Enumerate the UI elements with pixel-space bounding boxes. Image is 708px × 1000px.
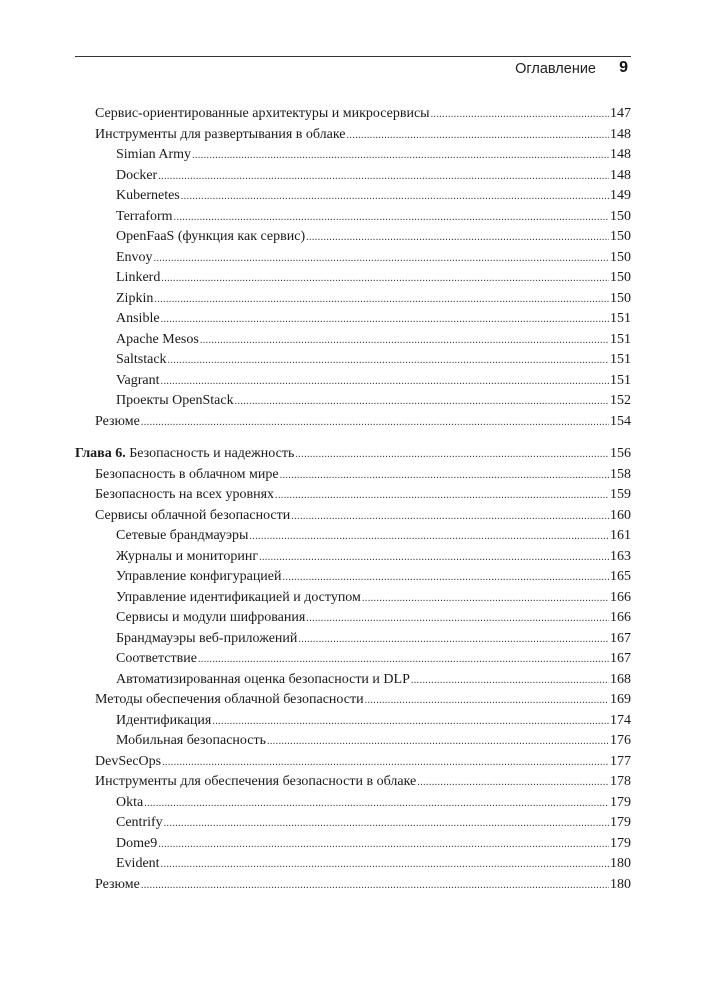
- toc-leader-dots: [161, 310, 609, 331]
- toc-entry[interactable]: [75, 485, 631, 506]
- toc-chapter-label: Глава 6.: [75, 446, 126, 461]
- toc-leader-dots: [161, 855, 609, 876]
- toc-leader-dots: [365, 691, 609, 712]
- toc-entry[interactable]: [75, 588, 631, 609]
- toc-entry[interactable]: [75, 526, 631, 547]
- toc-entry-page: 165: [610, 569, 631, 584]
- toc-leader-dots: [347, 126, 609, 147]
- toc-entry-title: Журналы и мониторинг: [116, 548, 259, 564]
- toc-entry-page: 150: [610, 249, 631, 265]
- toc-entry-page: 179: [610, 794, 631, 810]
- toc-entry[interactable]: [75, 854, 631, 875]
- toc-leader-dots: [154, 249, 609, 270]
- toc-entry-title: Методы обеспечения облачной безопасности: [95, 692, 364, 707]
- toc-entry[interactable]: [75, 145, 631, 166]
- toc-chapter-title: [75, 444, 294, 465]
- toc-entry[interactable]: [75, 793, 631, 814]
- toc-leader-dots: [158, 167, 609, 188]
- toc-entry-title: Terraform: [116, 208, 173, 224]
- toc-entry-page: 159: [610, 487, 631, 502]
- toc-leader-dots: [298, 630, 609, 651]
- toc-chapter-entry[interactable]: [75, 444, 631, 465]
- toc-entry[interactable]: [75, 731, 631, 752]
- toc-entry-page: 168: [610, 671, 631, 687]
- toc-entry-title: DevSecOps: [95, 753, 162, 769]
- toc-entry-page: 151: [610, 352, 631, 367]
- page-number: 9: [619, 59, 628, 76]
- toc-leader-dots: [212, 712, 609, 733]
- toc-leader-dots: [417, 773, 609, 794]
- toc-entry-title: Evident: [116, 856, 160, 871]
- toc-entry-page: 154: [610, 413, 631, 429]
- toc-entry[interactable]: [75, 412, 631, 433]
- toc-entry-title: Ansible: [116, 311, 160, 326]
- toc-entry-page: 150: [610, 229, 631, 244]
- toc-entry-title: Идентификация: [116, 712, 212, 728]
- toc-entry[interactable]: [75, 670, 631, 691]
- toc-entry[interactable]: [75, 875, 631, 896]
- toc-entry[interactable]: [75, 547, 631, 568]
- toc-entry-page: 176: [610, 733, 631, 748]
- toc-entry-page: 149: [610, 188, 631, 203]
- toc-leader-dots: [411, 671, 609, 692]
- toc-entry-title: Vagrant: [116, 372, 160, 388]
- toc-entry-title: Безопасность в облачном мире: [95, 466, 279, 482]
- toc-entry-page: 160: [610, 507, 631, 523]
- toc-entry[interactable]: [75, 567, 631, 588]
- toc-entry-page: 163: [610, 548, 631, 564]
- toc-entry[interactable]: [75, 350, 631, 371]
- toc-leader-dots: [161, 269, 609, 290]
- toc-entry[interactable]: [75, 690, 631, 711]
- toc-leader-dots: [306, 228, 609, 249]
- toc-entry-title: Saltstack: [116, 352, 167, 367]
- toc-entry[interactable]: [75, 465, 631, 486]
- toc-leader-dots: [283, 568, 609, 589]
- toc-leader-dots: [154, 290, 609, 311]
- toc-entry-page: 156: [610, 446, 631, 461]
- toc-leader-dots: [174, 208, 609, 229]
- toc-entry[interactable]: [75, 207, 631, 228]
- toc-leader-dots: [280, 466, 609, 487]
- toc-entry-page: 150: [610, 290, 631, 306]
- toc-entry-page: 158: [610, 466, 631, 482]
- toc-entry-title: Docker: [116, 167, 158, 183]
- toc-leader-dots: [158, 835, 609, 856]
- toc-entry[interactable]: [75, 391, 631, 412]
- toc-leader-dots: [249, 527, 609, 548]
- toc-entry-title: Брандмауэры веб-приложений: [116, 630, 298, 646]
- toc-entry-page: 166: [610, 610, 631, 625]
- toc-entry[interactable]: [75, 506, 631, 527]
- toc-entry-title: Kubernetes: [116, 188, 180, 203]
- toc-entry-title: Apache Mesos: [116, 331, 199, 347]
- toc-entry-title: Сервис-ориентированные архитектуры и микросервисы: [95, 106, 430, 121]
- toc-entry-title: Centrify: [116, 815, 163, 830]
- toc-entry-title: Резюме: [95, 413, 140, 429]
- toc-leader-dots: [275, 486, 609, 507]
- toc-entry[interactable]: [75, 248, 631, 269]
- toc-entry[interactable]: [75, 289, 631, 310]
- toc-entry-page: 151: [610, 311, 631, 326]
- toc-leader-dots: [295, 445, 609, 466]
- toc-entry[interactable]: [75, 711, 631, 732]
- toc-entry-title: Сервисы и модули шифрования: [116, 610, 306, 625]
- toc-entry-page: 148: [610, 126, 631, 142]
- toc-entry-title: Соответствие: [116, 651, 197, 666]
- toc-entry-title: Envoy: [116, 249, 153, 265]
- toc-entry[interactable]: [75, 371, 631, 392]
- toc-entry[interactable]: [75, 166, 631, 187]
- toc-entry-page: 147: [610, 106, 631, 121]
- toc-leader-dots: [141, 413, 609, 434]
- toc-entry-page: 179: [610, 835, 631, 851]
- toc-entry[interactable]: [75, 104, 631, 125]
- toc-entry-title: Безопасность на всех уровнях: [95, 487, 275, 502]
- toc-leader-dots: [362, 589, 609, 610]
- running-title: Оглавление: [515, 61, 596, 77]
- toc-entry-page: 179: [610, 815, 631, 830]
- toc-entry-page: 151: [610, 372, 631, 388]
- toc-entry[interactable]: [75, 309, 631, 330]
- toc-entry-page: 174: [610, 712, 631, 728]
- toc-entry[interactable]: [75, 813, 631, 834]
- toc-entry[interactable]: [75, 186, 631, 207]
- toc-entry-title: Проекты OpenStack: [116, 393, 234, 408]
- toc-entry-title: Безопасность и надежность: [125, 446, 295, 461]
- toc-leader-dots: [162, 753, 609, 774]
- toc-leader-dots: [431, 105, 609, 126]
- toc-leader-dots: [141, 876, 609, 897]
- toc-entry-page: 169: [610, 692, 631, 707]
- toc-entry-page: 148: [610, 167, 631, 183]
- toc-entry-page: 152: [610, 393, 631, 408]
- toc-leader-dots: [306, 609, 609, 630]
- toc-entry-title: Мобильная безопасность: [116, 733, 266, 748]
- toc-entry[interactable]: [75, 649, 631, 670]
- toc-entry-page: 150: [610, 208, 631, 224]
- toc-entry-title: Zipkin: [116, 290, 154, 306]
- toc-entry-title: Сетевые брандмауэры: [116, 528, 249, 543]
- toc-entry[interactable]: [75, 227, 631, 248]
- header-rule: [75, 56, 631, 57]
- toc-entry-title: Okta: [116, 794, 144, 810]
- toc-leader-dots: [235, 392, 609, 413]
- toc-leader-dots: [164, 814, 609, 835]
- toc-entry-page: 150: [610, 270, 631, 285]
- toc-leader-dots: [291, 507, 609, 528]
- toc-leader-dots: [168, 351, 609, 372]
- toc-entry[interactable]: [75, 834, 631, 855]
- toc-entry-title: Инструменты для обеспечения безопасности в облаке: [95, 774, 417, 789]
- toc-entry-title: Управление идентификацией и доступом: [116, 589, 361, 605]
- toc-entry-title: Dome9: [116, 835, 158, 851]
- toc-entry-page: 177: [610, 753, 631, 769]
- toc-entry[interactable]: [75, 125, 631, 146]
- toc-entry-page: 151: [610, 331, 631, 347]
- toc-leader-dots: [181, 187, 609, 208]
- toc-entry-page: 166: [610, 589, 631, 605]
- toc-entry-page: 180: [610, 856, 631, 871]
- toc-entry-title: Резюме: [95, 876, 140, 892]
- toc-entry-title: Сервисы облачной безопасности: [95, 507, 291, 523]
- table-of-contents: [75, 104, 631, 895]
- toc-entry-title: Инструменты для развертывания в облаке: [95, 126, 346, 142]
- toc-entry-title: Автоматизированная оценка безопасности и DLP: [116, 671, 410, 687]
- toc-leader-dots: [144, 794, 609, 815]
- toc-leader-dots: [161, 372, 609, 393]
- toc-leader-dots: [259, 548, 609, 569]
- toc-entry-title: Simian Army: [116, 147, 192, 162]
- toc-entry-page: 167: [610, 630, 631, 646]
- toc-leader-dots: [200, 331, 609, 352]
- toc-leader-dots: [267, 732, 609, 753]
- toc-entry-page: 167: [610, 651, 631, 666]
- toc-entry[interactable]: [75, 268, 631, 289]
- toc-entry-page: 178: [610, 774, 631, 789]
- toc-entry-title: Linkerd: [116, 270, 161, 285]
- toc-entry-page: 148: [610, 147, 631, 162]
- toc-entry[interactable]: [75, 752, 631, 773]
- toc-entry-page: 161: [610, 528, 631, 543]
- toc-entry[interactable]: [75, 772, 631, 793]
- toc-entry-page: 180: [610, 876, 631, 892]
- toc-leader-dots: [198, 650, 609, 671]
- toc-entry-title: Управление конфигурацией: [116, 569, 282, 584]
- toc-entry[interactable]: [75, 608, 631, 629]
- toc-leader-dots: [192, 146, 609, 167]
- toc-entry[interactable]: [75, 330, 631, 351]
- toc-entry-title: OpenFaaS (функция как сервис): [116, 229, 306, 244]
- toc-entry[interactable]: [75, 629, 631, 650]
